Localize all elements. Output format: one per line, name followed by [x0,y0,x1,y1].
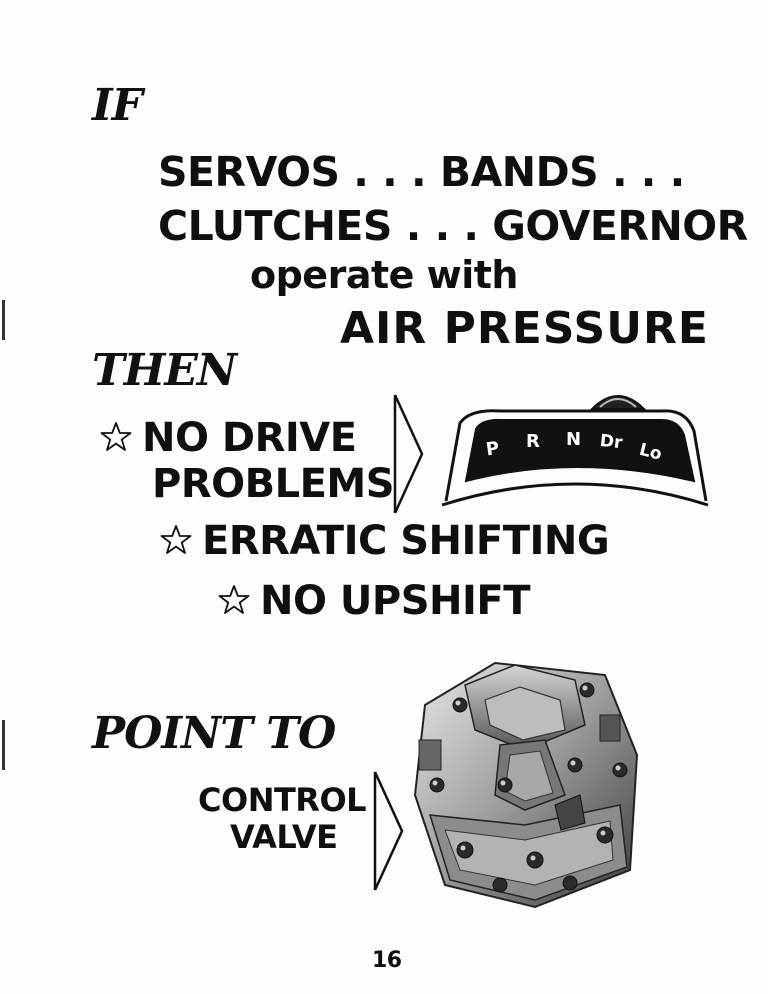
star-icon [218,580,250,612]
problem-no-drive-line2: PROBLEMS [152,461,395,507]
control-line: CONTROL [198,781,367,819]
clutches-line: CLUTCHES . . . GOVERNOR [158,202,748,250]
selector-letter-n: N [566,429,582,450]
heading-point-to: POINT TO [92,708,336,759]
problem-no-drive-label: NO DRIVE [142,415,357,461]
page-number: 16 [372,948,402,973]
problem-erratic-label: ERRATIC SHIFTING [202,518,610,564]
selector-letter-p: P [484,437,501,461]
margin-speck [2,300,5,340]
gear-selector-icon [440,383,710,508]
air-pressure-line: AIR PRESSURE [340,303,709,354]
star-icon [160,520,192,552]
selector-letter-r: R [526,431,540,452]
margin-speck [2,720,5,770]
operate-line: operate with [250,253,518,297]
selector-letter-lo: Lo [637,439,664,465]
star-icon [100,417,132,449]
control-valve-image [405,645,645,915]
problem-no-drive [100,415,357,461]
heading-then: THEN [92,345,237,396]
chevron-bracket-icon [372,770,406,892]
heading-if: IF [92,80,142,131]
selector-letter-dr: Dr [598,431,624,454]
problem-no-upshift-label: NO UPSHIFT [260,578,530,624]
servos-line: SERVOS . . . BANDS . . . [158,148,685,196]
problem-erratic [160,518,609,564]
valve-line: VALVE [230,818,338,856]
chevron-bracket-icon [392,393,426,515]
problem-no-upshift [218,578,530,624]
